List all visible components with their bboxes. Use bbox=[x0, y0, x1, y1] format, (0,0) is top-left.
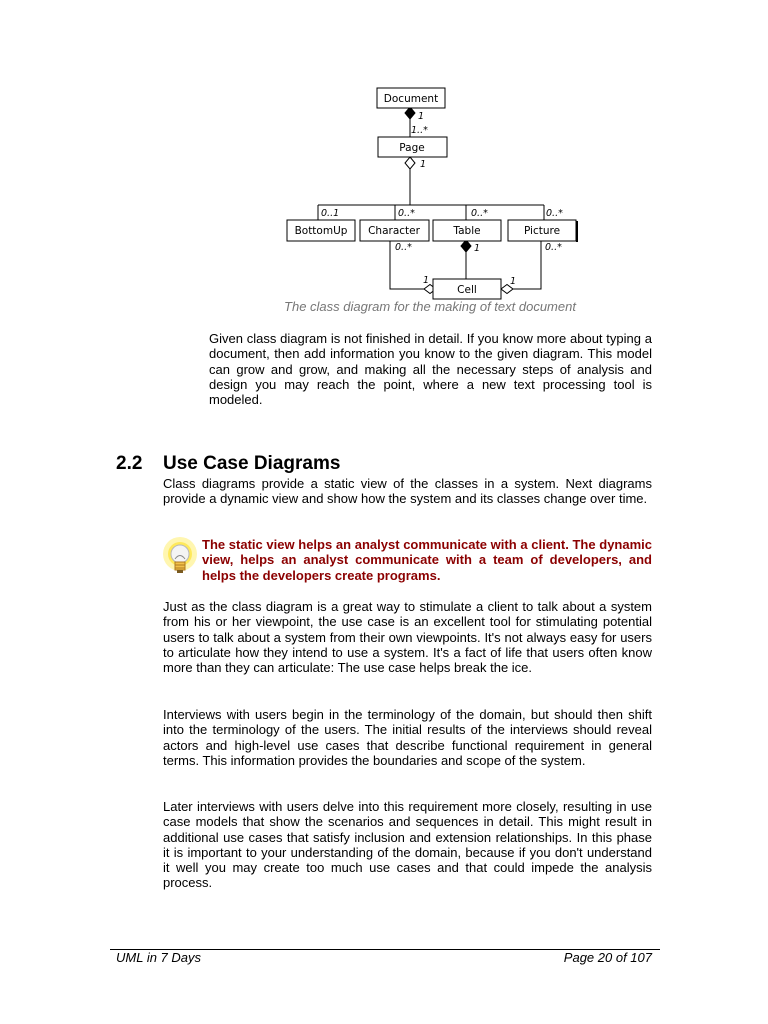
multiplicity-label: 1 bbox=[420, 159, 427, 170]
diagram-caption: The class diagram for the making of text document bbox=[284, 299, 576, 314]
multiplicity-label: 0..* bbox=[471, 208, 488, 219]
multiplicity-label: 1..* bbox=[411, 125, 428, 136]
section-intro-paragraph: Class diagrams provide a static view of the classes in a system. Next diagrams provide a dynamic view and show how the system and its classes change over time. bbox=[163, 476, 652, 507]
class-diagram bbox=[0, 0, 768, 320]
section-heading bbox=[116, 453, 340, 475]
composition-diamond bbox=[461, 240, 471, 252]
multiplicity-label: 1 bbox=[423, 275, 430, 286]
multiplicity-label: 0..* bbox=[395, 242, 412, 253]
class-name-table: Table bbox=[453, 225, 481, 237]
class-name-page: Page bbox=[399, 142, 425, 154]
class-name-character: Character bbox=[368, 225, 420, 237]
class-name-picture: Picture bbox=[523, 225, 561, 237]
class-name-bottomup: BottomUp bbox=[294, 225, 348, 237]
multiplicity-label: 0..* bbox=[546, 208, 563, 219]
multiplicity-label: 1 bbox=[510, 276, 517, 287]
class-name-document: Document bbox=[383, 93, 439, 105]
multiplicity-label: 0..* bbox=[398, 208, 415, 219]
paragraph: Later interviews with users delve into this requirement more closely, resulting in use case models that show the scenarios and sequences in detail. This might result in additional use cases that satisfy inclusion and extension relationships. In this phase it is important to your understanding of the domain, because if you don't understand it well you may create too much use cases and that could impede the analysis process. bbox=[163, 799, 652, 891]
footer-title: UML in 7 Days bbox=[116, 950, 202, 965]
lightbulb-icon bbox=[160, 537, 200, 583]
section-title: Use Case Diagrams bbox=[163, 453, 341, 474]
multiplicity-label: 1 bbox=[418, 111, 425, 122]
multiplicity-label: 1 bbox=[474, 243, 481, 254]
tip-note: The static view helps an analyst communicate with a client. The dynamic view, helps an analyst communicate with a team of developers, and helps the developers create programs. bbox=[202, 537, 652, 583]
footer-page-number: Page 20 of 107 bbox=[563, 950, 652, 965]
section-number: 2.2 bbox=[116, 453, 143, 474]
paragraph: Interviews with users begin in the terminology of the domain, but should then shift into the terminology of the users. The initial results of the interviews should reveal actors and high-level use cases that describe functional requirement in general terms. This information provides the boundaries and scope of the system. bbox=[163, 707, 652, 768]
multiplicity-label: 0..* bbox=[545, 242, 562, 253]
aggregation-diamond bbox=[405, 157, 415, 169]
multiplicity-label: 0..1 bbox=[321, 208, 340, 219]
paragraph: Just as the class diagram is a great way to stimulate a client to talk about a system from his or her viewpoint, the use case is an excellent tool for stimulating potential users to talk about a system from their own viewpoints. It's not always easy for users to articulate how they intend to use a system. It's a fact of life that users often know more than they can articulate: The use case helps break the ice. bbox=[163, 599, 652, 676]
intro-paragraph: Given class diagram is not finished in detail. If you know more about typing a document, then add information you know to the given diagram. This model can grow and grow, and making all the necessary steps of analysis and design you may reach the point, where a new text processing tool is modeled. bbox=[209, 331, 652, 408]
class-name-cell: Cell bbox=[457, 284, 477, 296]
composition-diamond bbox=[405, 107, 415, 119]
